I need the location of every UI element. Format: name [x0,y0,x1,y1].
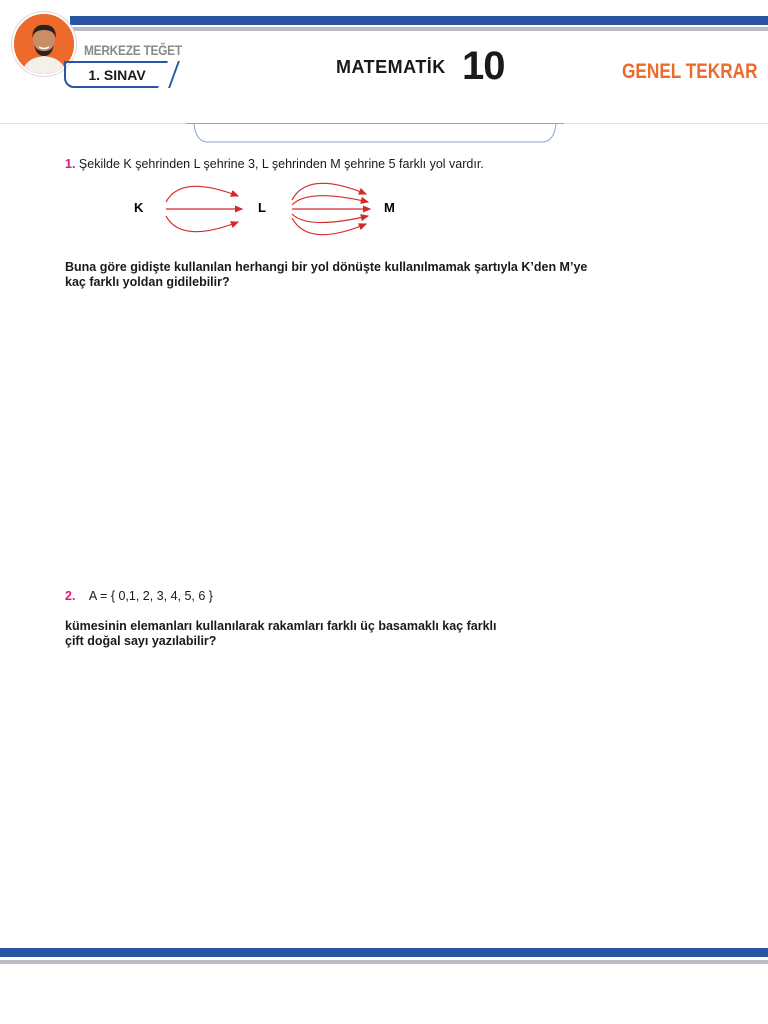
footer-bar-blue [0,948,768,957]
exam-label: 1. SINAV [64,61,170,88]
question-1-statement [65,157,484,171]
roads-k-to-l [166,186,242,231]
question-1-prompt [65,260,587,290]
road-lm-4 [292,214,368,223]
road-kl-3 [166,216,238,232]
question-2-set: A = { 0,1, 2, 3, 4, 5, 6 } [88,589,213,603]
header-tab-shape [186,123,564,143]
section-title: GENEL TEKRAR [622,60,758,83]
question-2-prompt-line-1: kümesinin elemanları kullanılarak rakamları farklı üç basamaklı kaç farklı [65,619,497,633]
question-1-text: Şekilde K şehrinden L şehrine 3, L şehrinden M şehrine 5 farklı yol vardır. [78,157,484,171]
brand-name: MERKEZE TEĞET [84,42,182,58]
road-kl-1 [166,186,238,202]
road-lm-1 [292,183,366,200]
road-diagram [126,176,416,240]
roads-l-to-m [292,183,370,234]
question-2-prompt [65,619,496,649]
question-2-number: 2. [65,589,76,603]
header-bar-blue [70,16,768,25]
city-k-label: K [134,200,144,215]
question-1-prompt-line-1: Buna göre gidişte kullanılan herhangi bir yol dönüşte kullanılmamak şartıyla K’den M’ye [65,260,588,274]
city-l-label: L [258,200,266,215]
question-1-prompt-line-2: kaç farklı yoldan gidilebilir? [65,275,230,289]
question-2-statement [65,589,213,603]
city-m-label: M [384,200,395,215]
grade-number: 10 [462,44,505,88]
question-2-prompt-line-2: çift doğal sayı yazılabilir? [65,634,217,648]
road-lm-2 [292,196,368,205]
question-1-number: 1. [65,157,76,171]
footer-bar-gray [0,960,768,964]
subject-title: MATEMATİK [336,57,446,77]
header-bar-gray [70,27,768,31]
